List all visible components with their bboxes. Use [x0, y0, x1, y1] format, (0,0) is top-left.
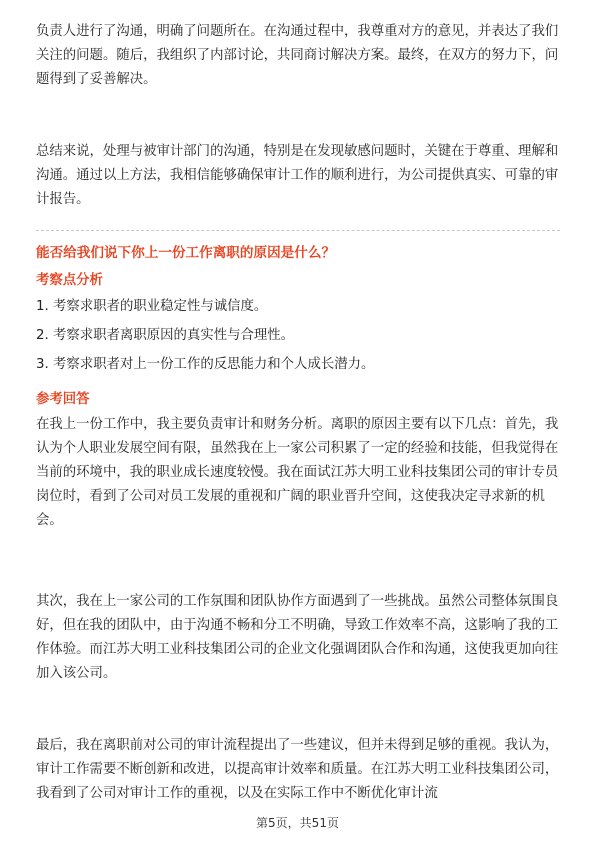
answer-paragraph: 在我上一份工作中，我主要负责审计和财务分析。离职的原因主要有以下几点：首先，我认为个人职业发展空间有限，虽然我在上一家公司积累了一定的经验和技能，但我觉得在当前的环境中，我的职业成长速度较慢。我在面试江苏大明工业科技集团公司的审计专员岗位时，看到了公司对员工发展的重视和广阔的职业晋升空间，这使我决定寻求新的机会。 — [36, 417, 559, 528]
section-divider — [36, 230, 560, 231]
page-number: 第5页，共51页 — [256, 816, 339, 830]
analysis-item: 2. 考察求职者离职原因的真实性与合理性。 — [36, 328, 295, 343]
answer-paragraph: 最后，我在离职前对公司的审计流程提出了一些建议，但并未得到足够的重视。我认为，审计工作需要不断创新和改进，以提高审计效率和质量。在江苏大明工业科技集团公司，我看到了公司对审计工作的重视，以及在实际工作中不断优化审计流 — [36, 738, 559, 801]
body-paragraph-summary: 总结来说，处理与被审计部门的沟通，特别是在发现敏感问题时，关键在于尊重、理解和沟通。通过以上方法，我相信能够确保审计工作的顺利进行，为公司提供真实、可靠的审计报告。 — [36, 144, 559, 207]
analysis-item: 3. 考察求职者对上一份工作的反思能力和个人成长潜力。 — [36, 357, 375, 372]
answer-heading: 参考回答 — [36, 392, 90, 407]
analysis-heading: 考察点分析 — [36, 273, 103, 288]
answer-paragraph: 其次，我在上一家公司的工作氛围和团队协作方面遇到了一些挑战。虽然公司整体氛围良好，但在我的团队中，由于沟通不畅和分工不明确，导致工作效率不高，这影响了我的工作体验。而江苏大明工业科技集团公司的企业文化强调团队合作和沟通，这使我更加向往加入该公司。 — [36, 594, 559, 681]
question-title: 能否给我们说下你上一份工作离职的原因是什么？ — [36, 245, 336, 261]
analysis-item: 1. 考察求职者的职业稳定性与诚信度。 — [36, 299, 268, 314]
body-paragraph-continued: 负责人进行了沟通，明确了问题所在。在沟通过程中，我尊重对方的意见，并表达了我们关注的问题。随后，我组织了内部讨论，共同商讨解决方案。最终，在双方的努力下，问题得到了妥善解决。 — [36, 24, 559, 87]
